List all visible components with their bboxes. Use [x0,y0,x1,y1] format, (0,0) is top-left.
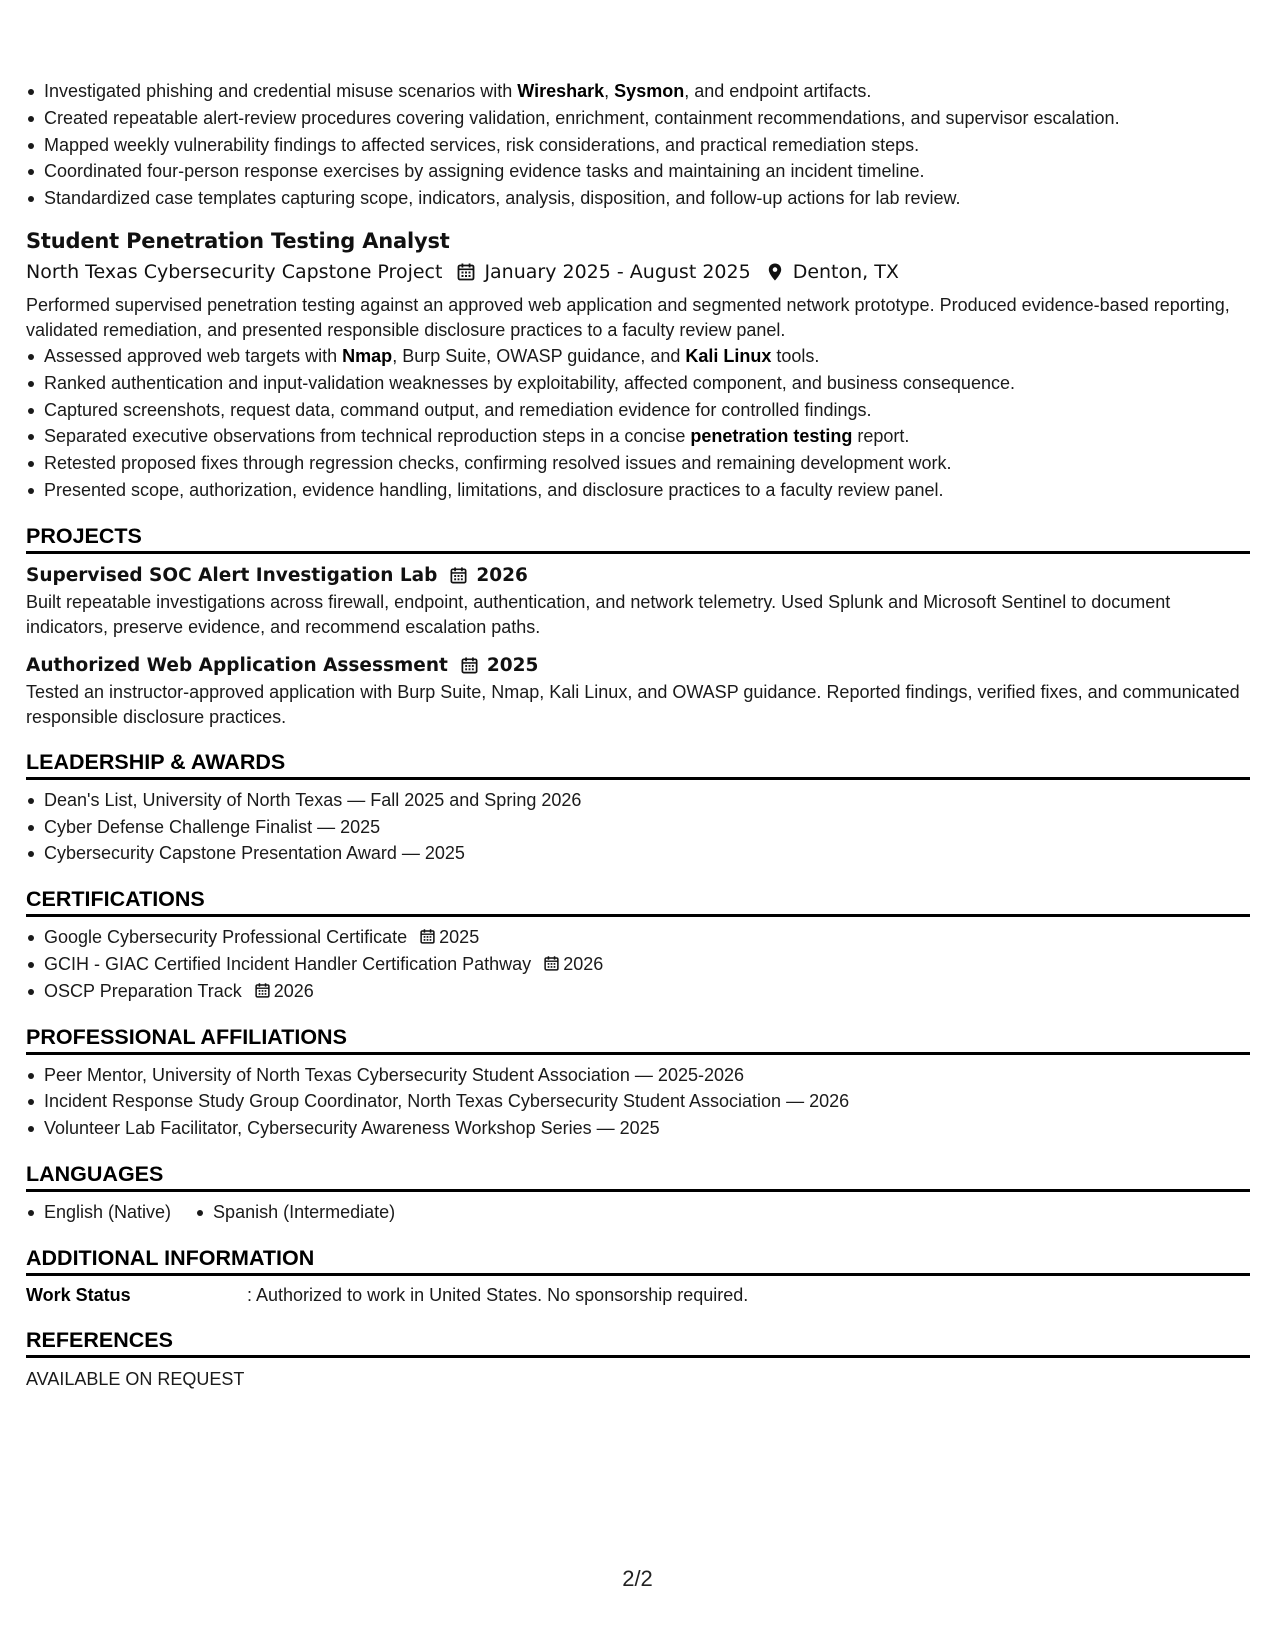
list-item: Retested proposed fixes through regression checks, confirming resolved issues and remaining development work. [26,450,1250,477]
section-heading-references: REFERENCES [26,1326,1250,1358]
list-item [26,924,1250,951]
project-year: 2025 [486,654,539,676]
list-item: Ranked authentication and input-validation weaknesses by exploitability, affected component, and business consequence. [26,370,1250,397]
bold-keyword: penetration testing [690,426,853,447]
list-item: Captured screenshots, request data, command output, and remediation evidence for controlled findings. [26,397,1250,424]
section-heading-certifications: CERTIFICATIONS [26,885,1250,917]
section-heading-affiliations: PROFESSIONAL AFFILIATIONS [26,1023,1250,1055]
list-item: Spanish (Intermediate) [195,1199,395,1226]
calendar-icon [254,980,271,997]
job-bullet-list [26,343,1250,504]
calendar-icon [419,926,436,943]
certification-year: 2026 [273,980,314,1001]
project-description: Built repeatable investigations across firewall, endpoint, authentication, and network telemetry. Used Splunk and Microsoft Sentinel to document indicators, preserve evidence, and recommend escalation paths. [26,591,1171,637]
list-item: Separated executive observations from technical reproduction steps in a concise penetration testing report. [26,423,1250,450]
certification-name: OSCP Preparation Track [44,980,242,1001]
project-description: Tested an instructor-approved application with Burp Suite, Nmap, Kali Linux, and OWASP guidance. Reported findings, verified fixes, and communicated responsible disclosure practices. [26,681,1240,727]
calendar-icon [460,656,479,675]
bold-keyword: Wireshark [517,81,605,101]
project-title-row [26,653,1250,679]
certification-name: GCIH - GIAC Certified Incident Handler Certification Pathway [44,953,532,974]
calendar-icon [449,566,468,585]
list-item: Volunteer Lab Facilitator, Cybersecurity Awareness Workshop Series — 2025 [26,1115,1250,1142]
languages-list [26,1199,1250,1226]
list-item: Dean's List, University of North Texas — Fall 2025 and Spring 2026 [26,787,1250,814]
project-year: 2026 [476,564,528,586]
job-meta [26,257,1250,287]
section-heading-leadership: LEADERSHIP & AWARDS [26,748,1250,780]
section-heading-additional: ADDITIONAL INFORMATION [26,1244,1250,1276]
project-title: Authorized Web Application Assessment [26,654,448,676]
section-heading-projects: PROJECTS [26,522,1250,554]
list-item: Presented scope, authorization, evidence handling, limitations, and disclosure practices to a faculty review panel. [26,477,1250,504]
job-dates: January 2025 - August 2025 [484,260,751,283]
list-item: Investigated phishing and credential misuse scenarios with Wireshark, Sysmon, and endpoint artifacts. [26,78,1250,105]
leadership-list [26,787,1250,867]
certification-name: Google Cybersecurity Professional Certificate [44,927,408,948]
list-item [26,978,1250,1005]
list-item [26,951,1250,978]
list-item: Created repeatable alert-review procedures covering validation, enrichment, containment recommendations, and supervisor escalation. [26,105,1250,132]
page-number: 2/2 [622,1566,653,1591]
job-summary: Performed supervised penetration testing against an approved web application and segmented network prototype. Produced evidence-based reporting, validated remediation, and presented responsible disclosure practices to a faculty review panel. [26,294,1230,340]
list-item: Cyber Defense Challenge Finalist — 2025 [26,814,1250,841]
references-text: AVAILABLE ON REQUEST [26,1368,245,1389]
bold-keyword: Sysmon [614,81,685,101]
intro-bullet-list [26,78,1250,212]
list-item: Standardized case templates capturing scope, indicators, analysis, disposition, and follow-up actions for lab review. [26,185,1250,212]
list-item: Peer Mentor, University of North Texas Cybersecurity Student Association — 2025-2026 [26,1062,1250,1089]
work-status-label: Work Status [26,1284,131,1305]
certification-year: 2025 [439,927,480,948]
list-item: Coordinated four-person response exercises by assigning evidence tasks and maintaining an incident timeline. [26,158,1250,185]
bold-keyword: Kali Linux [685,345,772,366]
project-title: Supervised SOC Alert Investigation Lab [26,564,438,586]
project-title-row [26,563,1250,589]
list-item: Assessed approved web targets with Nmap, Burp Suite, OWASP guidance, and Kali Linux tools. [26,343,1250,370]
map-pin-icon [765,262,785,282]
calendar-icon [456,262,476,282]
job-organization: North Texas Cybersecurity Capstone Project [26,260,443,283]
certifications-list [26,924,1250,1004]
bold-keyword: Nmap [342,345,393,366]
resume-page-2 [26,78,1250,1392]
affiliations-list [26,1062,1250,1142]
list-item: Incident Response Study Group Coordinator, North Texas Cybersecurity Student Association — 2026 [26,1088,1250,1115]
job-title: Student Penetration Testing Analyst [26,228,450,253]
list-item: English (Native) [26,1199,171,1226]
work-status-row [26,1282,1250,1308]
list-item: Cybersecurity Capstone Presentation Award — 2025 [26,840,1250,867]
certification-year: 2026 [563,953,604,974]
calendar-icon [543,953,560,970]
list-item: Mapped weekly vulnerability findings to affected services, risk considerations, and practical remediation steps. [26,132,1250,159]
work-status-value: : Authorized to work in United States. No sponsorship required. [247,1284,749,1305]
section-heading-languages: LANGUAGES [26,1160,1250,1192]
job-location: Denton, TX [792,260,899,283]
